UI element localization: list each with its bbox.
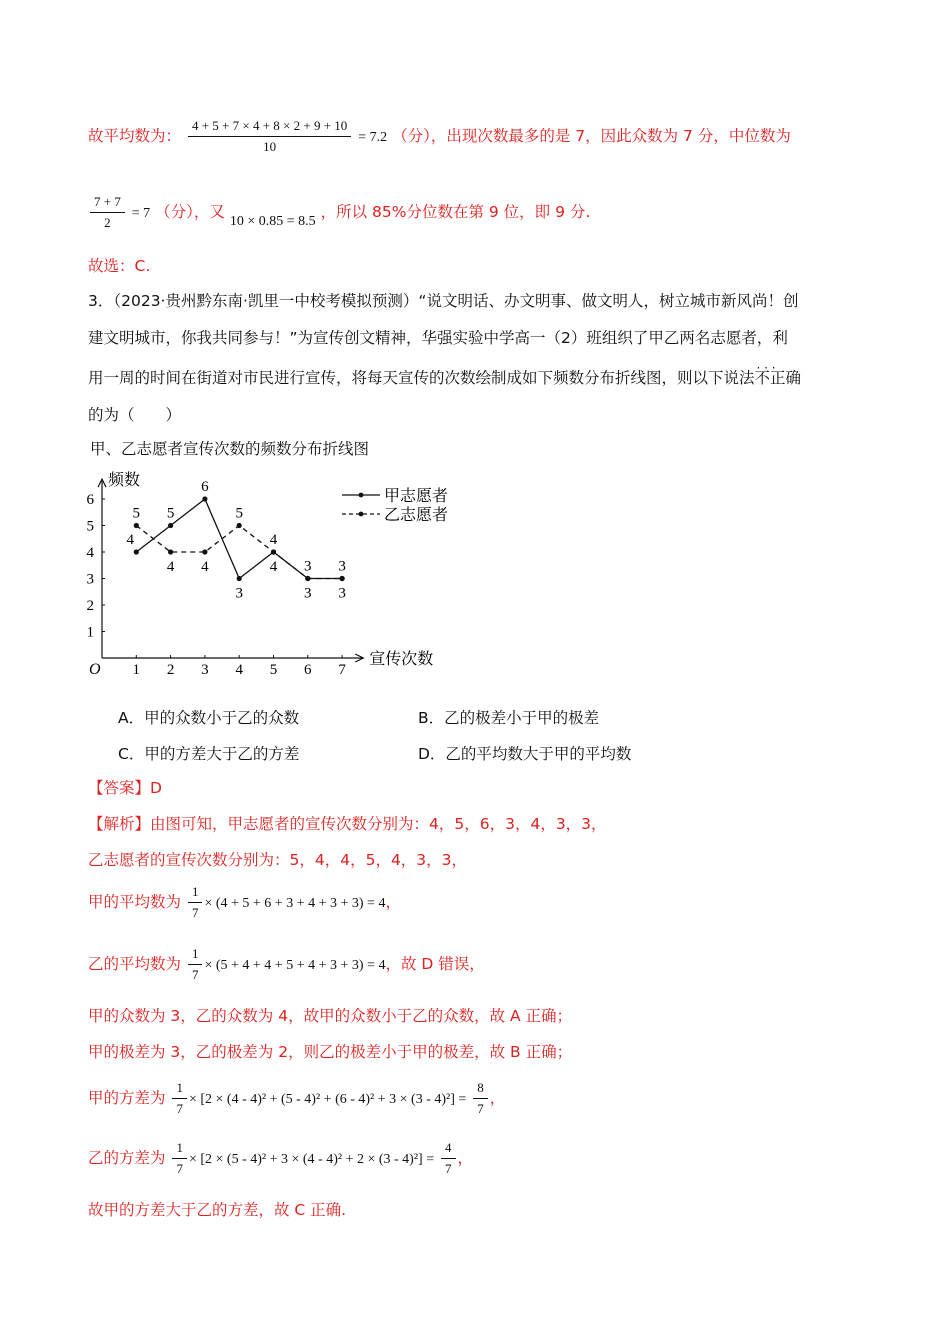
analysis-tag: 【解析】 (88, 815, 151, 833)
median-result: = 7 (131, 206, 151, 221)
series-jia-point (168, 523, 173, 528)
legend-jia-label: 甲志愿者 (384, 486, 449, 505)
chart-title: 甲、乙志愿者宣传次数的频数分布折线图 (90, 440, 370, 458)
fraction-denominator: 7 (188, 964, 203, 983)
median-fraction-numerator: 7 + 7 (94, 194, 121, 209)
series-jia-data-label: 3 (338, 558, 346, 575)
series-yi-data-label: 3 (304, 585, 312, 602)
fraction-numerator: 1 (191, 946, 199, 961)
fraction-denominator: 7 (441, 1158, 456, 1177)
y-axis-label: 频数 (108, 470, 141, 490)
fraction-denominator: 7 (172, 1098, 187, 1117)
range-line: 甲的极差为 3，乙的极差为 2，则乙的极差小于甲的极差，故 B 正确； (88, 1043, 573, 1061)
final-line: 故甲的方差大于乙的方差，故 C 正确. (88, 1201, 347, 1219)
eight-sevenths-fraction (473, 1080, 488, 1117)
conclusion-line: 故选：C. (88, 257, 151, 275)
mean-a-label: 甲的平均数为 (88, 893, 182, 911)
solution-line-2 (88, 194, 590, 231)
legend-jia-marker (359, 493, 364, 498)
y-tick-label: 1 (86, 624, 94, 641)
median-fraction (90, 194, 125, 231)
legend-yi-label: 乙志愿者 (384, 505, 449, 524)
var-a-label: 甲的方差为 (88, 1089, 166, 1107)
var-b-expression: × [2 × (5 - 4)² + 3 × (4 - 4)² + 2 × (3 - 4)²] = (188, 1152, 435, 1167)
series-jia-data-label: 4 (269, 532, 278, 548)
four-sevenths-fraction (441, 1140, 456, 1177)
analysis-text-1: 由图可知，甲志愿者的宣传次数分别为：4，5，6，3，4，3，3， (150, 815, 607, 833)
mean-fraction-denominator: 10 (188, 136, 351, 155)
series-yi-data-label: 4 (269, 559, 278, 575)
x-tick-label: 3 (201, 662, 209, 678)
x-tick-label: 1 (132, 662, 141, 678)
question-line-3-text: 用一周的时间在街道对市民进行宣传，将每天宣传的次数绘制成如下频数分布折线图，则以下说法 (88, 369, 755, 387)
answer-line: 【答案】D (88, 779, 162, 797)
series-yi-data-label: 5 (132, 505, 141, 522)
mean-result: = 7.2 (358, 130, 388, 145)
mean-rest-text: （分），出现次数最多的是 7，因此众数为 7 分，中位数为 (392, 127, 791, 145)
series-jia-data-label: 4 (126, 532, 135, 548)
option-c[interactable]: C．甲的方差大于乙的方差 (118, 745, 300, 763)
mode-line: 甲的众数为 3，乙的众数为 4，故甲的众数小于乙的众数，故 A 正确； (88, 1007, 573, 1025)
frequency-line-chart (80, 460, 480, 686)
var-b-line (88, 1140, 473, 1177)
series-jia-data-label: 3 (235, 585, 243, 602)
analysis-line-2: 乙志愿者的宣传次数分别为：5，4，4，5，4，3，3， (88, 851, 468, 869)
series-jia-point (237, 576, 242, 581)
y-tick-label: 2 (86, 598, 94, 614)
one-seventh-fraction (188, 946, 203, 983)
series-yi-point (271, 549, 276, 554)
percentile-calc: 10 × 0.85 = 8.5 (229, 214, 316, 229)
analysis-line-1 (88, 813, 607, 835)
x-tick-label: 2 (166, 662, 175, 678)
series-yi-data-label: 4 (201, 559, 209, 575)
one-seventh-fraction (172, 1080, 187, 1117)
series-yi-point (237, 523, 242, 528)
fraction-numerator: 8 (477, 1080, 484, 1095)
y-tick-label: 3 (86, 571, 94, 588)
series-yi-point (168, 549, 173, 554)
mean-a-line (88, 884, 401, 921)
series-jia-data-label: 3 (304, 558, 312, 575)
fraction-numerator: 1 (176, 1140, 183, 1155)
mean-label: 故平均数为： (88, 127, 182, 145)
mean-a-expression: × (4 + 5 + 6 + 3 + 4 + 3 + 3) = 4 (204, 896, 386, 911)
fraction-denominator: 7 (188, 902, 203, 921)
series-jia-data-label: 5 (166, 505, 175, 522)
x-tick-label: 5 (269, 662, 278, 678)
question-line-3 (88, 367, 801, 389)
median-unit-text: （分），又 (155, 203, 225, 221)
mean-fraction-numerator: 4 + 5 + 7 × 4 + 8 × 2 + 9 + 10 (191, 118, 348, 133)
var-b-label: 乙的方差为 (88, 1149, 166, 1167)
mean-a-end: ， (385, 893, 401, 911)
series-jia-data-label: 6 (201, 479, 209, 495)
x-tick-label: 6 (304, 662, 312, 678)
series-yi-data-label: 5 (235, 505, 243, 522)
legend-yi-marker (359, 512, 364, 517)
mean-fraction (188, 118, 351, 155)
fraction-numerator: 1 (191, 884, 199, 899)
var-a-line (88, 1080, 505, 1117)
x-tick-label: 7 (338, 662, 346, 678)
x-tick-label: 4 (235, 662, 243, 678)
percentile-rest-text: ，所以 85%分位数在第 9 位，即 9 分. (320, 203, 591, 221)
mean-b-expression: × (5 + 4 + 4 + 5 + 4 + 3 + 3) = 4 (204, 958, 386, 973)
series-yi-point (134, 523, 139, 528)
emphasis-not-correct: · · · 不正确 (755, 369, 802, 387)
question-line-4: 的为（ ） (88, 406, 182, 424)
series-yi-point (202, 549, 207, 554)
y-tick-label: 4 (86, 545, 94, 561)
series-yi-data-label: 4 (166, 559, 175, 575)
fraction-denominator: 7 (473, 1098, 488, 1117)
mean-b-label: 乙的平均数为 (88, 955, 182, 973)
mean-b-end: ，故 D 错误， (385, 955, 485, 973)
one-seventh-fraction (188, 884, 203, 921)
y-tick-label: 6 (86, 492, 94, 508)
series-jia-point (134, 549, 139, 554)
option-a[interactable]: A．甲的众数小于乙的众数 (118, 709, 300, 727)
question-line-2: 建文明城市，你我共同参与！”为宣传创文精神，华强实验中学高一（2）班组织了甲乙两名志愿者，利 (88, 329, 788, 347)
series-yi-point (305, 576, 310, 581)
series-yi-data-label: 3 (338, 585, 346, 602)
fraction-numerator: 4 (445, 1140, 452, 1155)
fraction-denominator: 7 (172, 1158, 187, 1177)
one-seventh-fraction (172, 1140, 187, 1177)
mean-b-line (88, 946, 485, 983)
x-axis-label: 宣传次数 (369, 649, 434, 668)
solution-line-1 (88, 118, 791, 155)
y-tick-label: 5 (86, 518, 94, 535)
var-b-end: ， (457, 1149, 474, 1167)
var-a-expression: × [2 × (4 - 4)² + (5 - 4)² + (6 - 4)² + 3 × (3 - 4)²] = (188, 1092, 467, 1107)
fraction-numerator: 1 (176, 1080, 183, 1095)
question-line-1: 3．（2023·贵州黔东南·凯里一中校考模拟预测）“说文明话、办文明事、做文明人，树立城市新风尚！创 (88, 292, 799, 310)
option-d[interactable]: D．乙的平均数大于甲的平均数 (418, 745, 632, 763)
option-b[interactable]: B．乙的极差小于甲的极差 (418, 709, 600, 727)
var-a-end: ， (489, 1089, 506, 1107)
origin-label: O (89, 661, 101, 678)
series-yi-point (340, 576, 345, 581)
series-jia-point (202, 496, 207, 501)
median-fraction-denominator: 2 (90, 212, 125, 231)
